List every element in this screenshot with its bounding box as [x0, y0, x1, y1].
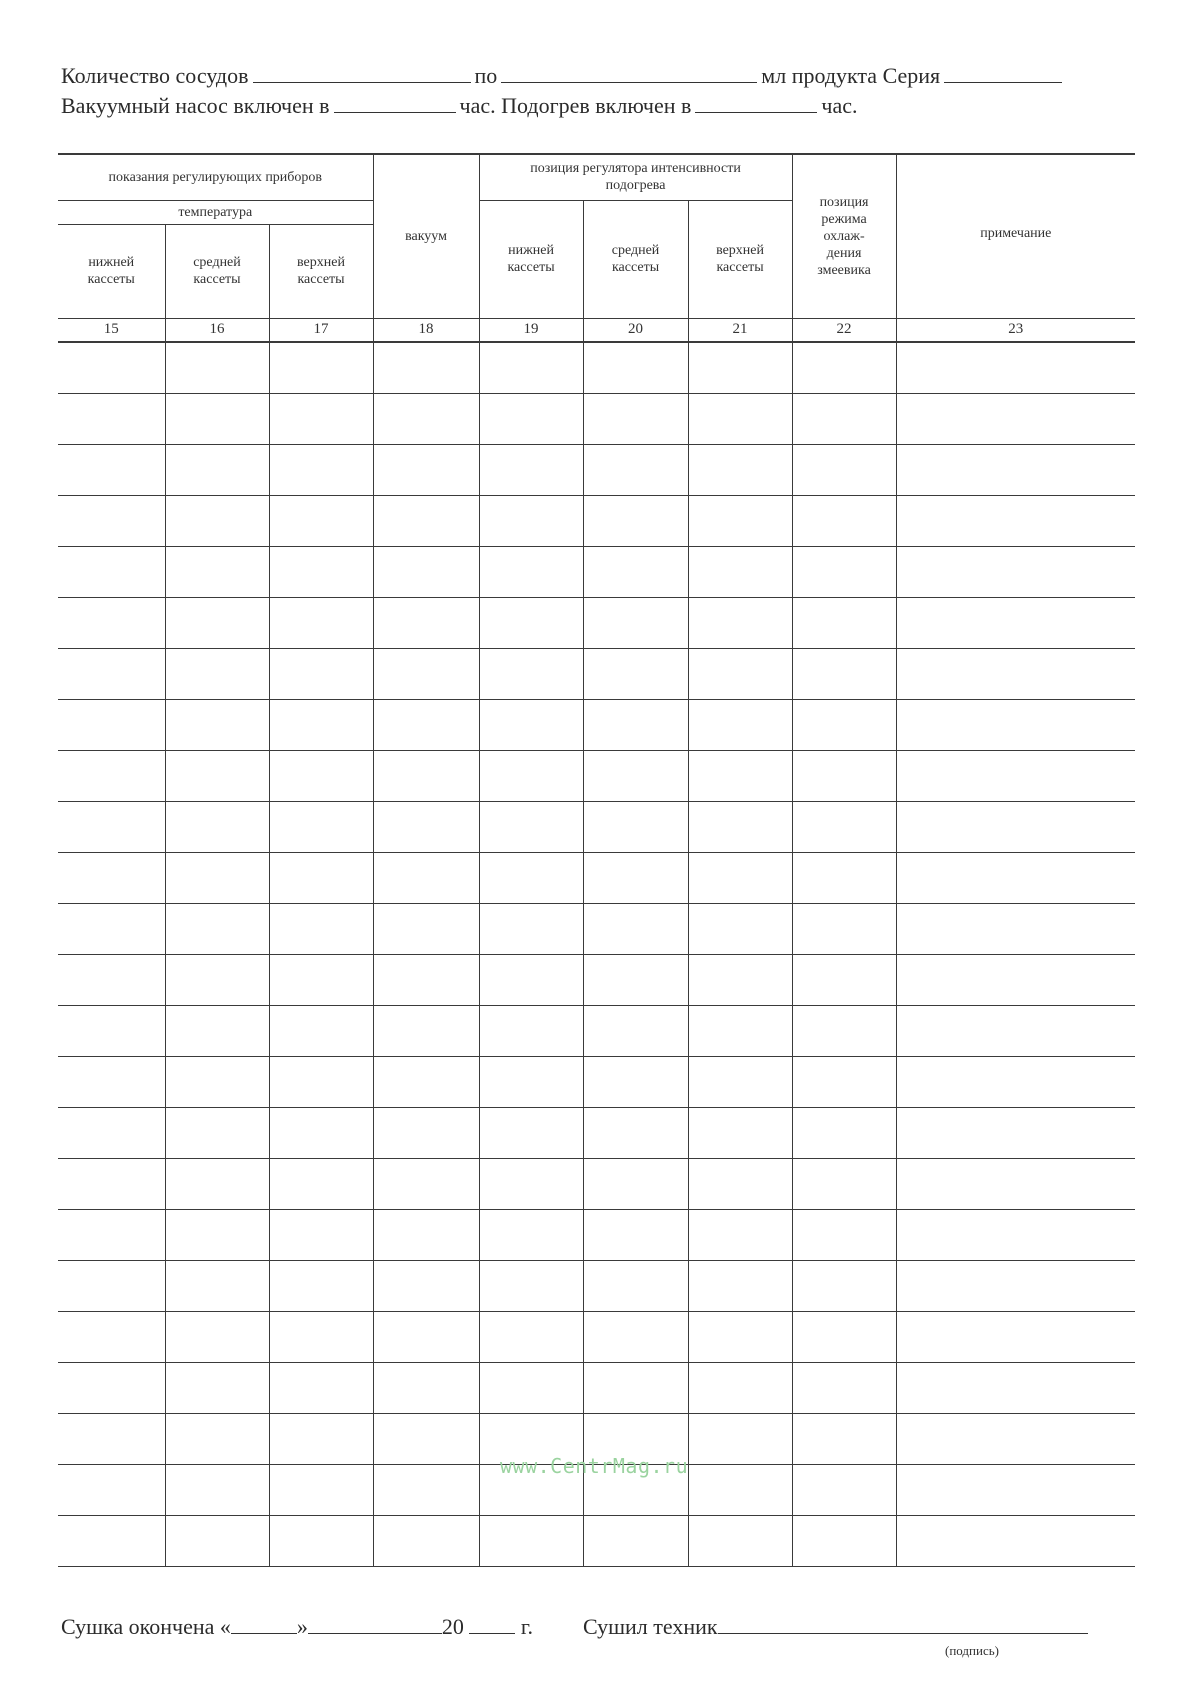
table-cell[interactable]: [896, 444, 1135, 495]
table-cell[interactable]: [583, 1209, 688, 1260]
header-heating-regulator: позиция регулятора интенсивности подогрева: [479, 154, 792, 200]
table-cell[interactable]: [373, 393, 479, 444]
table-cell[interactable]: [479, 852, 583, 903]
header-heat-middle: средней кассеты: [583, 200, 688, 318]
table-cell[interactable]: [583, 393, 688, 444]
table-row: [58, 1056, 1135, 1107]
table-cell[interactable]: [269, 1362, 373, 1413]
table-cell[interactable]: [792, 495, 896, 546]
table-cell[interactable]: [165, 1311, 269, 1362]
table-cell[interactable]: [896, 1464, 1135, 1515]
table-cell[interactable]: [373, 1413, 479, 1464]
table-cell[interactable]: [165, 1107, 269, 1158]
table-cell[interactable]: [792, 1515, 896, 1566]
table-cell[interactable]: [58, 495, 165, 546]
table-cell[interactable]: [792, 954, 896, 1005]
table-cell[interactable]: [792, 1362, 896, 1413]
table-cell[interactable]: [792, 699, 896, 750]
table-cell[interactable]: [792, 1056, 896, 1107]
table-row: [58, 546, 1135, 597]
table-cell[interactable]: [58, 903, 165, 954]
table-cell[interactable]: [373, 801, 479, 852]
table-cell[interactable]: [269, 852, 373, 903]
table-cell[interactable]: [269, 903, 373, 954]
table-cell[interactable]: [688, 1158, 792, 1209]
label-drying-finished: Сушка окончена «: [61, 1614, 231, 1639]
table-cell[interactable]: [583, 546, 688, 597]
table-cell[interactable]: [165, 444, 269, 495]
table-cell[interactable]: [688, 495, 792, 546]
table-cell[interactable]: [165, 393, 269, 444]
table-cell[interactable]: [479, 444, 583, 495]
table-row: [58, 1158, 1135, 1209]
table-cell[interactable]: [165, 954, 269, 1005]
table-cell[interactable]: [373, 546, 479, 597]
table-cell[interactable]: [373, 1464, 479, 1515]
table-row: [58, 954, 1135, 1005]
table-cell[interactable]: [479, 342, 583, 394]
table-cell[interactable]: [58, 1260, 165, 1311]
table-cell[interactable]: [896, 546, 1135, 597]
header-temperature: температура: [58, 200, 373, 224]
label-pump: Вакуумный насос включен в: [61, 93, 330, 118]
table-cell[interactable]: [269, 1515, 373, 1566]
table-row: [58, 648, 1135, 699]
header-line-pump: [61, 93, 858, 119]
table-cell[interactable]: [165, 1515, 269, 1566]
column-number-row: [58, 318, 1135, 342]
table-row: [58, 1311, 1135, 1362]
table-cell[interactable]: [896, 495, 1135, 546]
header-notes: примечание: [896, 154, 1135, 318]
column-number: 17: [269, 318, 373, 342]
table-cell[interactable]: [165, 852, 269, 903]
watermark: www.CentrMag.ru: [500, 1454, 689, 1478]
table-cell[interactable]: [896, 1362, 1135, 1413]
field-volume[interactable]: [501, 64, 757, 83]
table-cell[interactable]: [896, 801, 1135, 852]
table-cell[interactable]: [479, 750, 583, 801]
table-cell[interactable]: [165, 495, 269, 546]
header-heat-upper: верхней кассеты: [688, 200, 792, 318]
table-cell[interactable]: [479, 699, 583, 750]
table-cell[interactable]: [688, 342, 792, 394]
table-cell[interactable]: [792, 597, 896, 648]
table-cell[interactable]: [896, 342, 1135, 394]
table-cell[interactable]: [688, 546, 792, 597]
table-cell[interactable]: [479, 393, 583, 444]
table-cell[interactable]: [479, 1311, 583, 1362]
table-cell[interactable]: [58, 1158, 165, 1209]
table-cell[interactable]: [896, 750, 1135, 801]
table-cell[interactable]: [792, 852, 896, 903]
table-cell[interactable]: [269, 1464, 373, 1515]
table-row: [58, 699, 1135, 750]
table-cell[interactable]: [58, 393, 165, 444]
table-cell[interactable]: [896, 1005, 1135, 1056]
table-cell[interactable]: [58, 597, 165, 648]
table-row: [58, 495, 1135, 546]
table-cell[interactable]: [688, 393, 792, 444]
table-cell[interactable]: [58, 750, 165, 801]
table-cell[interactable]: [688, 1311, 792, 1362]
table-cell[interactable]: [373, 1107, 479, 1158]
header-line-vessels: [61, 63, 1066, 89]
table-cell[interactable]: [165, 699, 269, 750]
table-cell[interactable]: [269, 495, 373, 546]
table-cell[interactable]: [269, 1311, 373, 1362]
field-vessels-count[interactable]: [253, 64, 471, 83]
table-cell[interactable]: [58, 1056, 165, 1107]
table-cell[interactable]: [58, 1362, 165, 1413]
table-cell[interactable]: [165, 597, 269, 648]
field-day[interactable]: [231, 1615, 297, 1634]
signature-caption: (подпись): [945, 1643, 999, 1658]
table-cell[interactable]: [373, 750, 479, 801]
field-series[interactable]: [944, 64, 1062, 83]
table-cell[interactable]: [688, 750, 792, 801]
table-cell[interactable]: [269, 393, 373, 444]
label-by: по: [474, 63, 498, 88]
table-cell[interactable]: [58, 801, 165, 852]
table-cell[interactable]: [479, 495, 583, 546]
table-cell[interactable]: [688, 903, 792, 954]
journal-table: [58, 153, 1135, 1567]
table-cell[interactable]: [896, 699, 1135, 750]
header-cooling-mode: позиция режима охлаж-дения змеевика: [792, 154, 896, 318]
table-cell[interactable]: [165, 1158, 269, 1209]
table-cell[interactable]: [688, 597, 792, 648]
table-row: [58, 903, 1135, 954]
table-cell[interactable]: [165, 546, 269, 597]
table-cell[interactable]: [688, 1107, 792, 1158]
table-cell[interactable]: [373, 342, 479, 394]
table-cell[interactable]: [583, 1158, 688, 1209]
table-cell[interactable]: [269, 801, 373, 852]
header-temp-upper: верхней кассеты: [269, 224, 373, 318]
label-quote-close: »: [296, 1614, 308, 1639]
table-row: [58, 1260, 1135, 1311]
table-cell[interactable]: [688, 801, 792, 852]
table-cell[interactable]: [583, 699, 688, 750]
table-cell[interactable]: [58, 1515, 165, 1566]
label-ml-series: мл продукта Серия: [761, 63, 941, 88]
table-cell[interactable]: [269, 648, 373, 699]
column-number: 20: [583, 318, 688, 342]
table-cell[interactable]: [896, 1209, 1135, 1260]
table-cell[interactable]: [58, 546, 165, 597]
table-cell[interactable]: [896, 1056, 1135, 1107]
header-instruments: показания регулирующих приборов: [58, 154, 373, 200]
table-cell[interactable]: [58, 1209, 165, 1260]
table-cell[interactable]: [688, 648, 792, 699]
table-row: [58, 750, 1135, 801]
table-cell[interactable]: [373, 1209, 479, 1260]
table-cell[interactable]: [688, 852, 792, 903]
table-cell[interactable]: [896, 1413, 1135, 1464]
table-cell[interactable]: [583, 648, 688, 699]
field-pump-time[interactable]: [334, 94, 456, 113]
table-cell[interactable]: [373, 444, 479, 495]
table-cell[interactable]: [792, 1158, 896, 1209]
table-cell[interactable]: [479, 1362, 583, 1413]
table-cell[interactable]: [58, 1464, 165, 1515]
table-cell[interactable]: [373, 1515, 479, 1566]
table-cell[interactable]: [792, 648, 896, 699]
table-cell[interactable]: [58, 852, 165, 903]
table-cell[interactable]: [688, 1413, 792, 1464]
table-cell[interactable]: [583, 954, 688, 1005]
table-cell[interactable]: [479, 1515, 583, 1566]
table-cell[interactable]: [479, 1107, 583, 1158]
table-cell[interactable]: [688, 1515, 792, 1566]
table-cell[interactable]: [269, 546, 373, 597]
table-row: [58, 852, 1135, 903]
table-cell[interactable]: [479, 954, 583, 1005]
column-number: 19: [479, 318, 583, 342]
table-cell[interactable]: [165, 1260, 269, 1311]
table-cell[interactable]: [165, 903, 269, 954]
table-cell[interactable]: [479, 546, 583, 597]
table-cell[interactable]: [269, 1107, 373, 1158]
label-dried-by: Сушил техник: [582, 1614, 718, 1639]
table-cell[interactable]: [583, 1362, 688, 1413]
table-cell[interactable]: [165, 1413, 269, 1464]
table-cell[interactable]: [583, 1515, 688, 1566]
label-hour: час.: [821, 93, 858, 118]
table-cell[interactable]: [896, 648, 1135, 699]
table-cell[interactable]: [269, 1056, 373, 1107]
column-number: 22: [792, 318, 896, 342]
table-cell[interactable]: [792, 1005, 896, 1056]
table-cell[interactable]: [479, 1260, 583, 1311]
field-heating-time[interactable]: [695, 94, 817, 113]
table-cell[interactable]: [583, 597, 688, 648]
table-cell[interactable]: [792, 546, 896, 597]
field-year[interactable]: [469, 1615, 515, 1634]
table-cell[interactable]: [479, 801, 583, 852]
table-cell[interactable]: [373, 648, 479, 699]
table-cell[interactable]: [896, 393, 1135, 444]
table-cell[interactable]: [896, 954, 1135, 1005]
table-cell[interactable]: [896, 1158, 1135, 1209]
table-cell[interactable]: [792, 903, 896, 954]
table-cell[interactable]: [896, 1515, 1135, 1566]
table-row: [58, 1107, 1135, 1158]
table-cell[interactable]: [792, 1311, 896, 1362]
table-cell[interactable]: [58, 1005, 165, 1056]
table-cell[interactable]: [688, 954, 792, 1005]
table-cell[interactable]: [58, 342, 165, 394]
table-cell[interactable]: [583, 1311, 688, 1362]
table-cell[interactable]: [269, 699, 373, 750]
table-cell[interactable]: [165, 1464, 269, 1515]
table-cell[interactable]: [269, 342, 373, 394]
table-cell[interactable]: [165, 342, 269, 394]
table-cell[interactable]: [58, 648, 165, 699]
table-cell[interactable]: [373, 1311, 479, 1362]
table-cell[interactable]: [792, 1107, 896, 1158]
table-cell[interactable]: [792, 750, 896, 801]
table-cell[interactable]: [896, 1260, 1135, 1311]
header-heat-lower: нижней кассеты: [479, 200, 583, 318]
label-hour-heating: час. Подогрев включен в: [459, 93, 692, 118]
table-cell[interactable]: [792, 342, 896, 394]
table-cell[interactable]: [373, 852, 479, 903]
table-cell[interactable]: [479, 1209, 583, 1260]
label-vessels: Количество сосудов: [61, 63, 249, 88]
table-cell[interactable]: [479, 648, 583, 699]
table-row: [58, 1362, 1135, 1413]
table-cell[interactable]: [269, 954, 373, 1005]
table-row: [58, 342, 1135, 394]
table-cell[interactable]: [373, 1056, 479, 1107]
table-cell[interactable]: [792, 1260, 896, 1311]
column-number: 15: [58, 318, 165, 342]
table-cell[interactable]: [688, 1005, 792, 1056]
table-cell[interactable]: [479, 597, 583, 648]
table-cell[interactable]: [269, 1413, 373, 1464]
table-cell[interactable]: [792, 801, 896, 852]
table-cell[interactable]: [165, 1362, 269, 1413]
table-cell[interactable]: [792, 1209, 896, 1260]
column-number: 21: [688, 318, 792, 342]
table-cell[interactable]: [479, 1056, 583, 1107]
table-cell[interactable]: [269, 597, 373, 648]
table-cell[interactable]: [58, 954, 165, 1005]
table-cell[interactable]: [688, 444, 792, 495]
footer-line: [61, 1614, 1088, 1640]
table-cell[interactable]: [583, 1005, 688, 1056]
table-cell[interactable]: [688, 1260, 792, 1311]
table-cell[interactable]: [373, 597, 479, 648]
table-row: [58, 597, 1135, 648]
table-cell[interactable]: [688, 1209, 792, 1260]
table-cell[interactable]: [58, 444, 165, 495]
table-cell[interactable]: [373, 1005, 479, 1056]
table-cell[interactable]: [896, 1107, 1135, 1158]
table-cell[interactable]: [792, 444, 896, 495]
table-cell[interactable]: [688, 1362, 792, 1413]
table-cell[interactable]: [373, 495, 479, 546]
table-cell[interactable]: [269, 1209, 373, 1260]
table-cell[interactable]: [583, 444, 688, 495]
table-cell[interactable]: [269, 1005, 373, 1056]
table-cell[interactable]: [58, 1311, 165, 1362]
table-cell[interactable]: [373, 954, 479, 1005]
table-cell[interactable]: [479, 903, 583, 954]
table-cell[interactable]: [688, 1464, 792, 1515]
table-cell[interactable]: [479, 1158, 583, 1209]
table-cell[interactable]: [583, 342, 688, 394]
table-cell[interactable]: [58, 1413, 165, 1464]
table-cell[interactable]: [896, 903, 1135, 954]
table-row: [58, 1209, 1135, 1260]
table-cell[interactable]: [373, 1362, 479, 1413]
column-number: 18: [373, 318, 479, 342]
label-year-suffix: г.: [520, 1614, 533, 1639]
table-row: [58, 1515, 1135, 1566]
label-year-prefix: 20: [441, 1614, 464, 1639]
table-cell[interactable]: [373, 903, 479, 954]
table-cell[interactable]: [165, 1209, 269, 1260]
table-cell[interactable]: [269, 1260, 373, 1311]
column-number: 16: [165, 318, 269, 342]
table-cell[interactable]: [583, 903, 688, 954]
table-cell[interactable]: [373, 1158, 479, 1209]
table-cell[interactable]: [479, 1005, 583, 1056]
table-row: [58, 393, 1135, 444]
table-cell[interactable]: [583, 1107, 688, 1158]
table-cell[interactable]: [58, 699, 165, 750]
table-cell[interactable]: [165, 750, 269, 801]
table-cell[interactable]: [165, 648, 269, 699]
table-cell[interactable]: [269, 444, 373, 495]
table-row: [58, 444, 1135, 495]
table-cell[interactable]: [269, 1158, 373, 1209]
data-rows: [58, 342, 1135, 1567]
field-technician-signature[interactable]: [718, 1615, 1088, 1634]
table-cell[interactable]: [165, 801, 269, 852]
table-cell[interactable]: [165, 1005, 269, 1056]
table-cell[interactable]: [688, 699, 792, 750]
header-temp-middle: средней кассеты: [165, 224, 269, 318]
table-cell[interactable]: [896, 597, 1135, 648]
table-cell[interactable]: [688, 1056, 792, 1107]
table-cell[interactable]: [583, 1056, 688, 1107]
table-cell[interactable]: [583, 750, 688, 801]
table-cell[interactable]: [165, 1056, 269, 1107]
table-cell[interactable]: [58, 1107, 165, 1158]
header-vacuum: вакуум: [373, 154, 479, 318]
table-row: [58, 1005, 1135, 1056]
table-cell[interactable]: [373, 1260, 479, 1311]
field-month[interactable]: [308, 1615, 442, 1634]
table-cell[interactable]: [896, 852, 1135, 903]
table-cell[interactable]: [583, 852, 688, 903]
table-cell[interactable]: [792, 1464, 896, 1515]
column-number: 23: [896, 318, 1135, 342]
table-cell[interactable]: [583, 801, 688, 852]
table-cell[interactable]: [896, 1311, 1135, 1362]
table-cell[interactable]: [373, 699, 479, 750]
table-cell[interactable]: [792, 393, 896, 444]
header-temp-lower: нижней кассеты: [58, 224, 165, 318]
table-cell[interactable]: [269, 750, 373, 801]
table-cell[interactable]: [583, 1260, 688, 1311]
table-cell[interactable]: [792, 1413, 896, 1464]
table-row: [58, 801, 1135, 852]
table-cell[interactable]: [583, 495, 688, 546]
